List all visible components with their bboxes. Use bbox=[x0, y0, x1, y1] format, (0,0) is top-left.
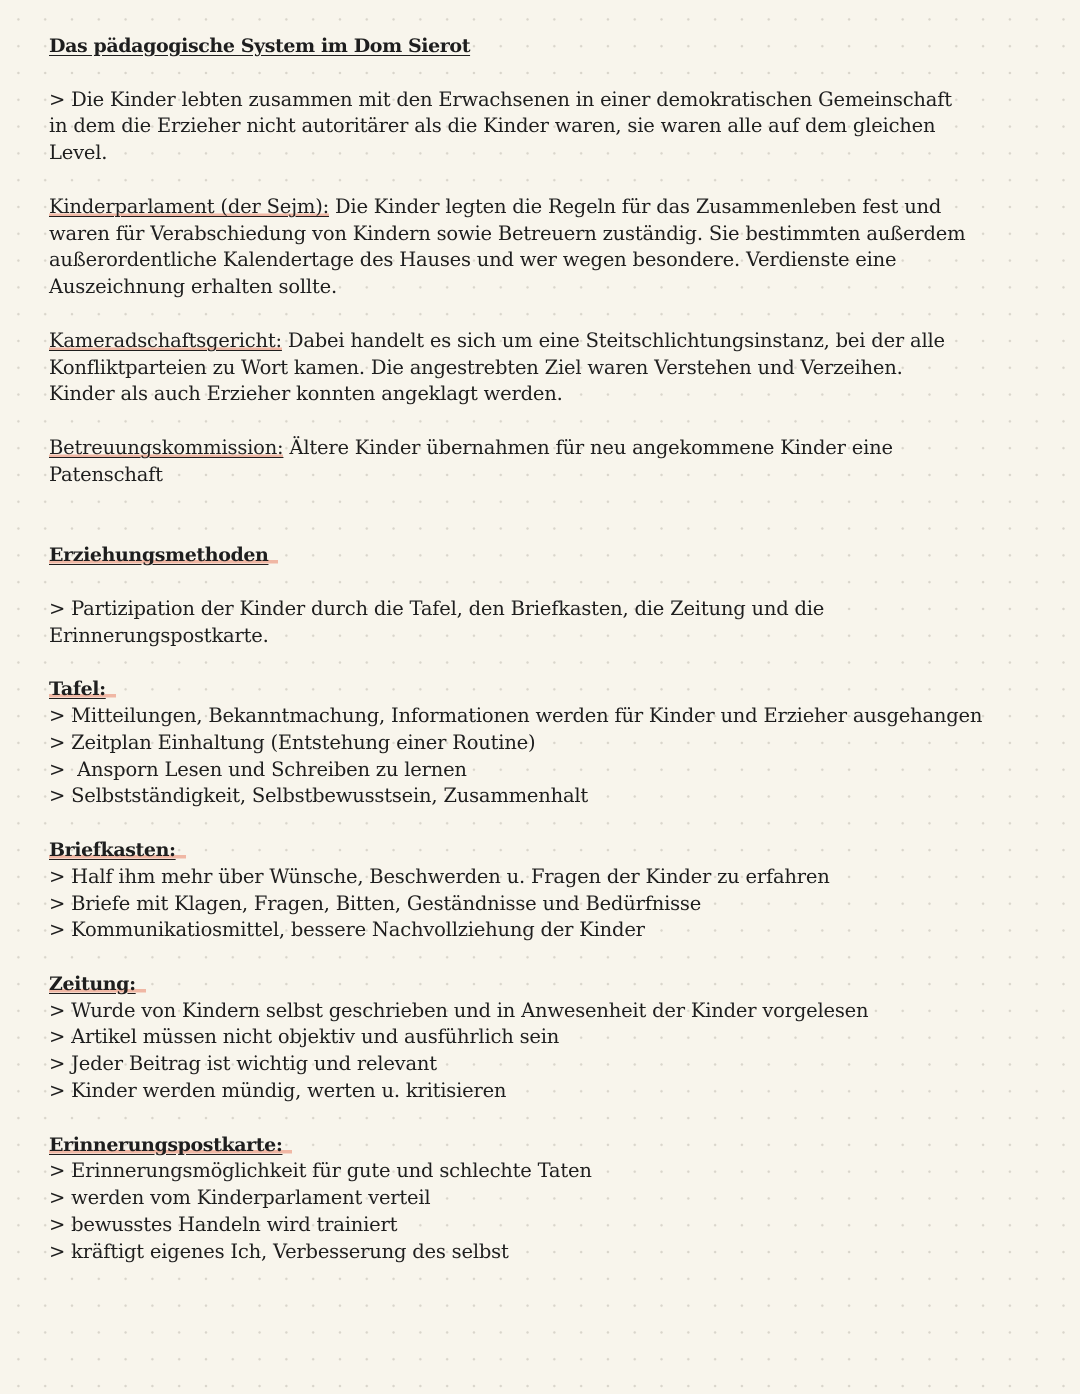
betreuungskommission-paragraph bbox=[49, 435, 1061, 489]
intro-paragraph bbox=[49, 87, 1061, 167]
list-item: > Ansporn Lesen und Schreiben zu lernen bbox=[49, 757, 467, 781]
kinderparlament-paragraph bbox=[49, 194, 1061, 301]
list-item: > Kinder werden mündig, werten u. kritisieren bbox=[49, 1079, 507, 1103]
briefkasten-section bbox=[49, 837, 1061, 944]
list-item: > Erinnerungsmöglichkeit für gute und schlechte Taten bbox=[49, 1159, 592, 1183]
tafel-section bbox=[49, 676, 1061, 810]
erziehungsmethoden-line: Erinnerungspostkarte. bbox=[49, 623, 269, 647]
erziehungsmethoden-paragraph bbox=[49, 596, 1061, 650]
erinnerungspostkarte-heading bbox=[49, 1132, 1061, 1159]
kinderparlament-line: außerordentliche Kalendertage des Hauses und wer wegen besondere. Verdienste eine bbox=[49, 248, 897, 272]
tafel-heading bbox=[49, 676, 1061, 703]
zeitung-heading bbox=[49, 971, 1061, 998]
list-item: > werden vom Kinderparlament verteil bbox=[49, 1186, 431, 1210]
betreuungskommission-line: Patenschaft bbox=[49, 462, 163, 486]
briefkasten-heading-text: Briefkasten: bbox=[49, 839, 186, 861]
list-item: > Half ihm mehr über Wünsche, Beschwerden u. Fragen der Kinder zu erfahren bbox=[49, 864, 830, 888]
list-item: > kräftigt eigenes Ich, Verbesserung des selbst bbox=[49, 1239, 509, 1263]
kinderparlament-line: Die Kinder legten die Regeln für das Zusammenleben fest und bbox=[329, 194, 942, 218]
kameradschaftsgericht-paragraph bbox=[49, 328, 1061, 408]
kinderparlament-line: waren für Verabschiedung von Kindern sowie Betreuern zuständig. Sie bestimmten außerdem bbox=[49, 221, 966, 245]
intro-line: > Die Kinder lebten zusammen mit den Erwachsenen in einer demokratischen Gemeinschaft bbox=[49, 87, 952, 111]
list-item: > Briefe mit Klagen, Fragen, Bitten, Geständnisse und Bedürfnisse bbox=[49, 891, 702, 915]
erinnerungspostkarte-heading-text: Erinnerungspostkarte: bbox=[49, 1134, 292, 1156]
zeitung-heading-text: Zeitung: bbox=[49, 973, 146, 995]
page-title-text: Das pädagogische System im Dom Sierot bbox=[49, 35, 471, 57]
erziehungsmethoden-heading-text: Erziehungsmethoden bbox=[49, 544, 278, 566]
notes-page bbox=[49, 33, 1061, 1266]
tafel-heading-text: Tafel: bbox=[49, 678, 116, 700]
intro-line: Level. bbox=[49, 141, 108, 165]
list-item: > Artikel müssen nicht objektiv und ausführlich sein bbox=[49, 1025, 560, 1049]
betreuungskommission-line: Ältere Kinder übernahmen für neu angekommene Kinder eine bbox=[283, 435, 893, 459]
kameradschaftsgericht-line: Kinder als auch Erzieher konnten angeklagt werden. bbox=[49, 382, 563, 406]
list-item: > Zeitplan Einhaltung (Entstehung einer Routine) bbox=[49, 730, 536, 754]
list-item: > bewusstes Handeln wird trainiert bbox=[49, 1213, 398, 1237]
betreuungskommission-term: Betreuungskommission: bbox=[49, 435, 284, 459]
erziehungsmethoden-heading bbox=[49, 542, 1061, 569]
list-item: > Jeder Beitrag ist wichtig und relevant bbox=[49, 1052, 437, 1076]
kameradschaftsgericht-term: Kameradschaftsgericht: bbox=[49, 328, 282, 352]
zeitung-section bbox=[49, 971, 1061, 1105]
erinnerungspostkarte-section bbox=[49, 1132, 1061, 1266]
list-item: > Selbstständigkeit, Selbstbewusstsein, Zusammenhalt bbox=[49, 784, 589, 808]
kameradschaftsgericht-line: Konfliktparteien zu Wort kamen. Die angestrebten Ziel waren Verstehen und Verzeihen. bbox=[49, 355, 903, 379]
list-item: > Wurde von Kindern selbst geschrieben und in Anwesenheit der Kinder vorgelesen bbox=[49, 998, 869, 1022]
kinderparlament-term: Kinderparlament (der Sejm): bbox=[49, 194, 329, 218]
intro-line: in dem die Erzieher nicht autoritärer als die Kinder waren, sie waren alle auf dem gleichen bbox=[49, 114, 936, 138]
erziehungsmethoden-line: > Partizipation der Kinder durch die Tafel, den Briefkasten, die Zeitung und die bbox=[49, 596, 825, 620]
list-item: > Mitteilungen, Bekanntmachung, Informationen werden für Kinder und Erzieher ausgehangen bbox=[49, 703, 983, 727]
kameradschaftsgericht-line: Dabei handelt es sich um eine Steitschlichtungsinstanz, bei der alle bbox=[281, 328, 945, 352]
kinderparlament-line: Auszeichnung erhalten sollte. bbox=[49, 275, 337, 299]
page-title bbox=[49, 33, 1061, 60]
list-item: > Kommunikatiosmittel, bessere Nachvollziehung der Kinder bbox=[49, 918, 645, 942]
briefkasten-heading bbox=[49, 837, 1061, 864]
